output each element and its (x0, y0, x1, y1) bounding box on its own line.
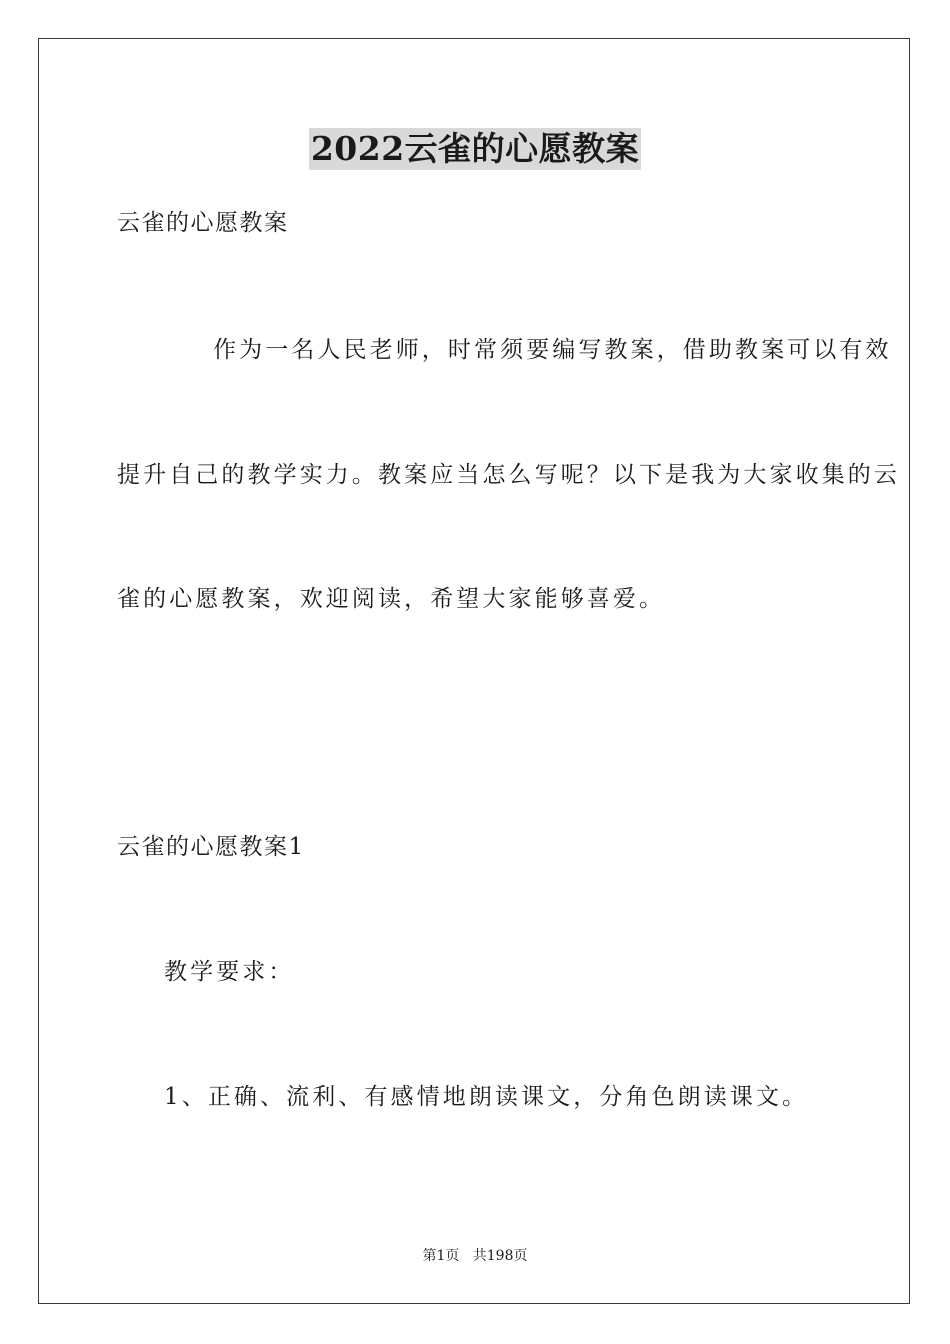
intro-line-3: 雀的心愿教案，欢迎阅读，希望大家能够喜爱。 (117, 586, 666, 612)
title-container (0, 128, 950, 170)
section-heading: 云雀的心愿教案1 (117, 834, 305, 860)
intro-line-1: 作为一名人民老师，时常须要编写教案，借助教案可以有效 (213, 337, 892, 363)
requirements-label: 教学要求： (164, 959, 295, 985)
document-subtitle: 云雀的心愿教案 (117, 210, 289, 236)
intro-line-2: 提升自己的教学实力。教案应当怎么写呢？以下是我为大家收集的云 (117, 462, 900, 488)
document-title: 2022云雀的心愿教案 (310, 129, 640, 168)
requirement-item-1: 1、正确、流利、有感情地朗读课文，分角色朗读课文。 (164, 1084, 809, 1110)
page-number-footer: 第1页 共198页 (422, 1248, 528, 1264)
